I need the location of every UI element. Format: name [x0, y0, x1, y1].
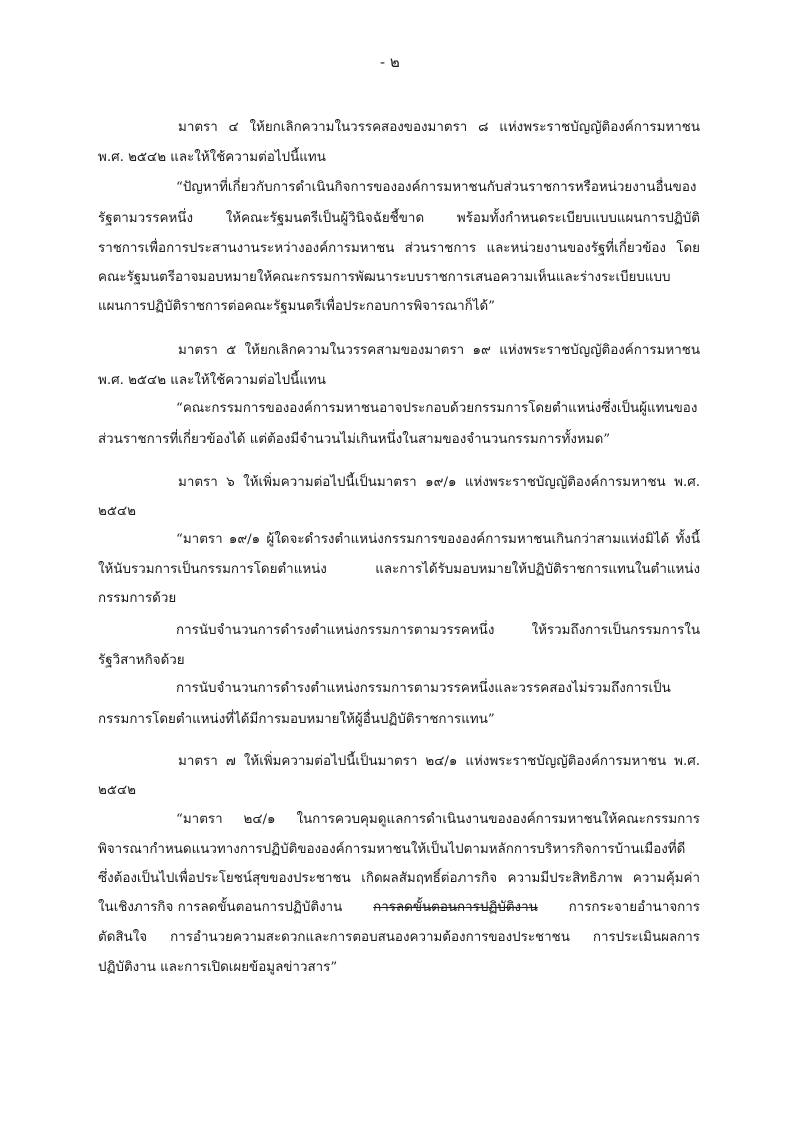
quote-4-line-1: “ปัญหาที่เกี่ยวกับการดำเนินกิจการขององค์การมหาชนกับส่วนราชการหรือหน่วยงานอื่นของ	[176, 180, 697, 195]
quote-4-line-5: แผนการปฏิบัติราชการต่อคณะรัฐมนตรีเพื่อประกอบการพิจารณาก็ได้”	[98, 299, 496, 314]
page-number: - ๒	[380, 53, 400, 71]
quote-6-para2-line-2: รัฐวิสาหกิจด้วย	[98, 653, 185, 668]
quote-6-line-1: “มาตรา ๑๙/๑ ผู้ใดจะดำรงตำแหน่งกรรมการขององค์การมหาชนเกินกว่าสามแห่งมิได้ ทั้งนี้	[176, 532, 700, 547]
quote-7-line-6: ปฏิบัติงาน และการเปิดเผยข้อมูลข่าวสาร”	[98, 960, 338, 975]
quote-6-line-3: กรรมการด้วย	[98, 591, 177, 606]
quote-7-line-4-part-1: ในเชิงภารกิจ การลดขั้นตอนการปฏิบัติงาน	[98, 900, 343, 915]
quote-7-line-5: ตัดสินใจ การอำนวยความสะดวกและการตอบสนองความต้องการของประชาชน การประเมินผลการ	[98, 930, 700, 945]
struck-through-text: การลดขั้นตอนการปฏิบัติงาน	[373, 900, 538, 915]
section-6-line-2: ๒๕๔๒	[98, 504, 136, 519]
quote-6-para2-line-1: การนับจำนวนการดำรงตำแหน่งกรรมการตามวรรคหนึ่ง ให้รวมถึงการเป็นกรรมการใน	[176, 623, 700, 638]
quote-6-para3-line-2: กรรมการโดยตำแหน่งที่ได้มีการมอบหมายให้ผู้อื่นปฏิบัติราชการแทน”	[98, 712, 495, 727]
quote-4-line-2: รัฐตามวรรคหนึ่ง ให้คณะรัฐมนตรีเป็นผู้วินิจฉัยชี้ขาด พร้อมทั้งกำหนดระเบียบแบบแผนการปฏิบัติ	[98, 211, 700, 226]
quote-7-line-1: “มาตรา ๒๔/๑ ในการควบคุมดูแลการดำเนินงานขององค์การมหาชนให้คณะกรรมการ	[176, 812, 700, 827]
quote-7-line-2: พิจารณากำหนดแนวทางการปฏิบัติขององค์การมหาชนให้เป็นไปตามหลักการบริหารกิจการบ้านเมืองที่ดี	[98, 842, 686, 857]
section-7-line-2: ๒๕๔๒	[98, 783, 136, 798]
quote-4-line-4: คณะรัฐมนตรีอาจมอบหมายให้คณะกรรมการพัฒนาระบบราชการเสนอความเห็นและร่างระเบียบแบบ	[98, 270, 671, 285]
quote-7-line-3: ซึ่งต้องเป็นไปเพื่อประโยชน์สุขของประชาชน เกิดผลสัมฤทธิ์ต่อภารกิจ ความมีประสิทธิภาพ ความคุ้มค่า	[98, 871, 700, 886]
section-7-line-1: มาตรา ๗ ให้เพิ่มความต่อไปนี้เป็นมาตรา ๒๔/๑ แห่งพระราชบัญญัติองค์การมหาชน พ.ศ.	[178, 754, 700, 769]
quote-7-line-4-part-3: การกระจายอำนาจการ	[568, 900, 700, 915]
section-4-line-1: มาตรา ๔ ให้ยกเลิกความในวรรคสองของมาตรา ๘ แห่งพระราชบัญญัติองค์การมหาชน	[178, 120, 700, 135]
quote-6-para3-line-1: การนับจำนวนการดำรงตำแหน่งกรรมการตามวรรคหนึ่งและวรรคสองไม่รวมถึงการเป็น	[176, 681, 671, 696]
quote-6-line-2: ให้นับรวมการเป็นกรรมการโดยตำแหน่ง และการได้รับมอบหมายให้ปฏิบัติราชการแทนในตำแหน่ง	[98, 562, 700, 577]
quote-5-line-1: “คณะกรรมการขององค์การมหาชนอาจประกอบด้วยกรรมการโดยตำแหน่งซึ่งเป็นผู้แทนของ	[176, 401, 698, 416]
section-5-line-2: พ.ศ. ๒๕๔๒ และให้ใช้ความต่อไปนี้แทน	[98, 373, 326, 388]
section-5-line-1: มาตรา ๕ ให้ยกเลิกความในวรรคสามของมาตรา ๑๙ แห่งพระราชบัญญัติองค์การมหาชน	[178, 343, 700, 358]
section-4-line-2: พ.ศ. ๒๕๔๒ และให้ใช้ความต่อไปนี้แทน	[98, 150, 326, 165]
section-6-line-1: มาตรา ๖ ให้เพิ่มความต่อไปนี้เป็นมาตรา ๑๙/๑ แห่งพระราชบัญญัติองค์การมหาชน พ.ศ.	[178, 475, 700, 490]
quote-7-line-4	[98, 898, 700, 918]
quote-5-line-2: ส่วนราชการที่เกี่ยวข้องได้ แต่ต้องมีจำนวนไม่เกินหนึ่งในสามของจำนวนกรรมการทั้งหมด”	[98, 432, 611, 447]
quote-4-line-3: ราชการเพื่อการประสานงานระหว่างองค์การมหาชน ส่วนราชการ และหน่วยงานของรัฐที่เกี่ยวข้อง โดย	[98, 241, 700, 256]
